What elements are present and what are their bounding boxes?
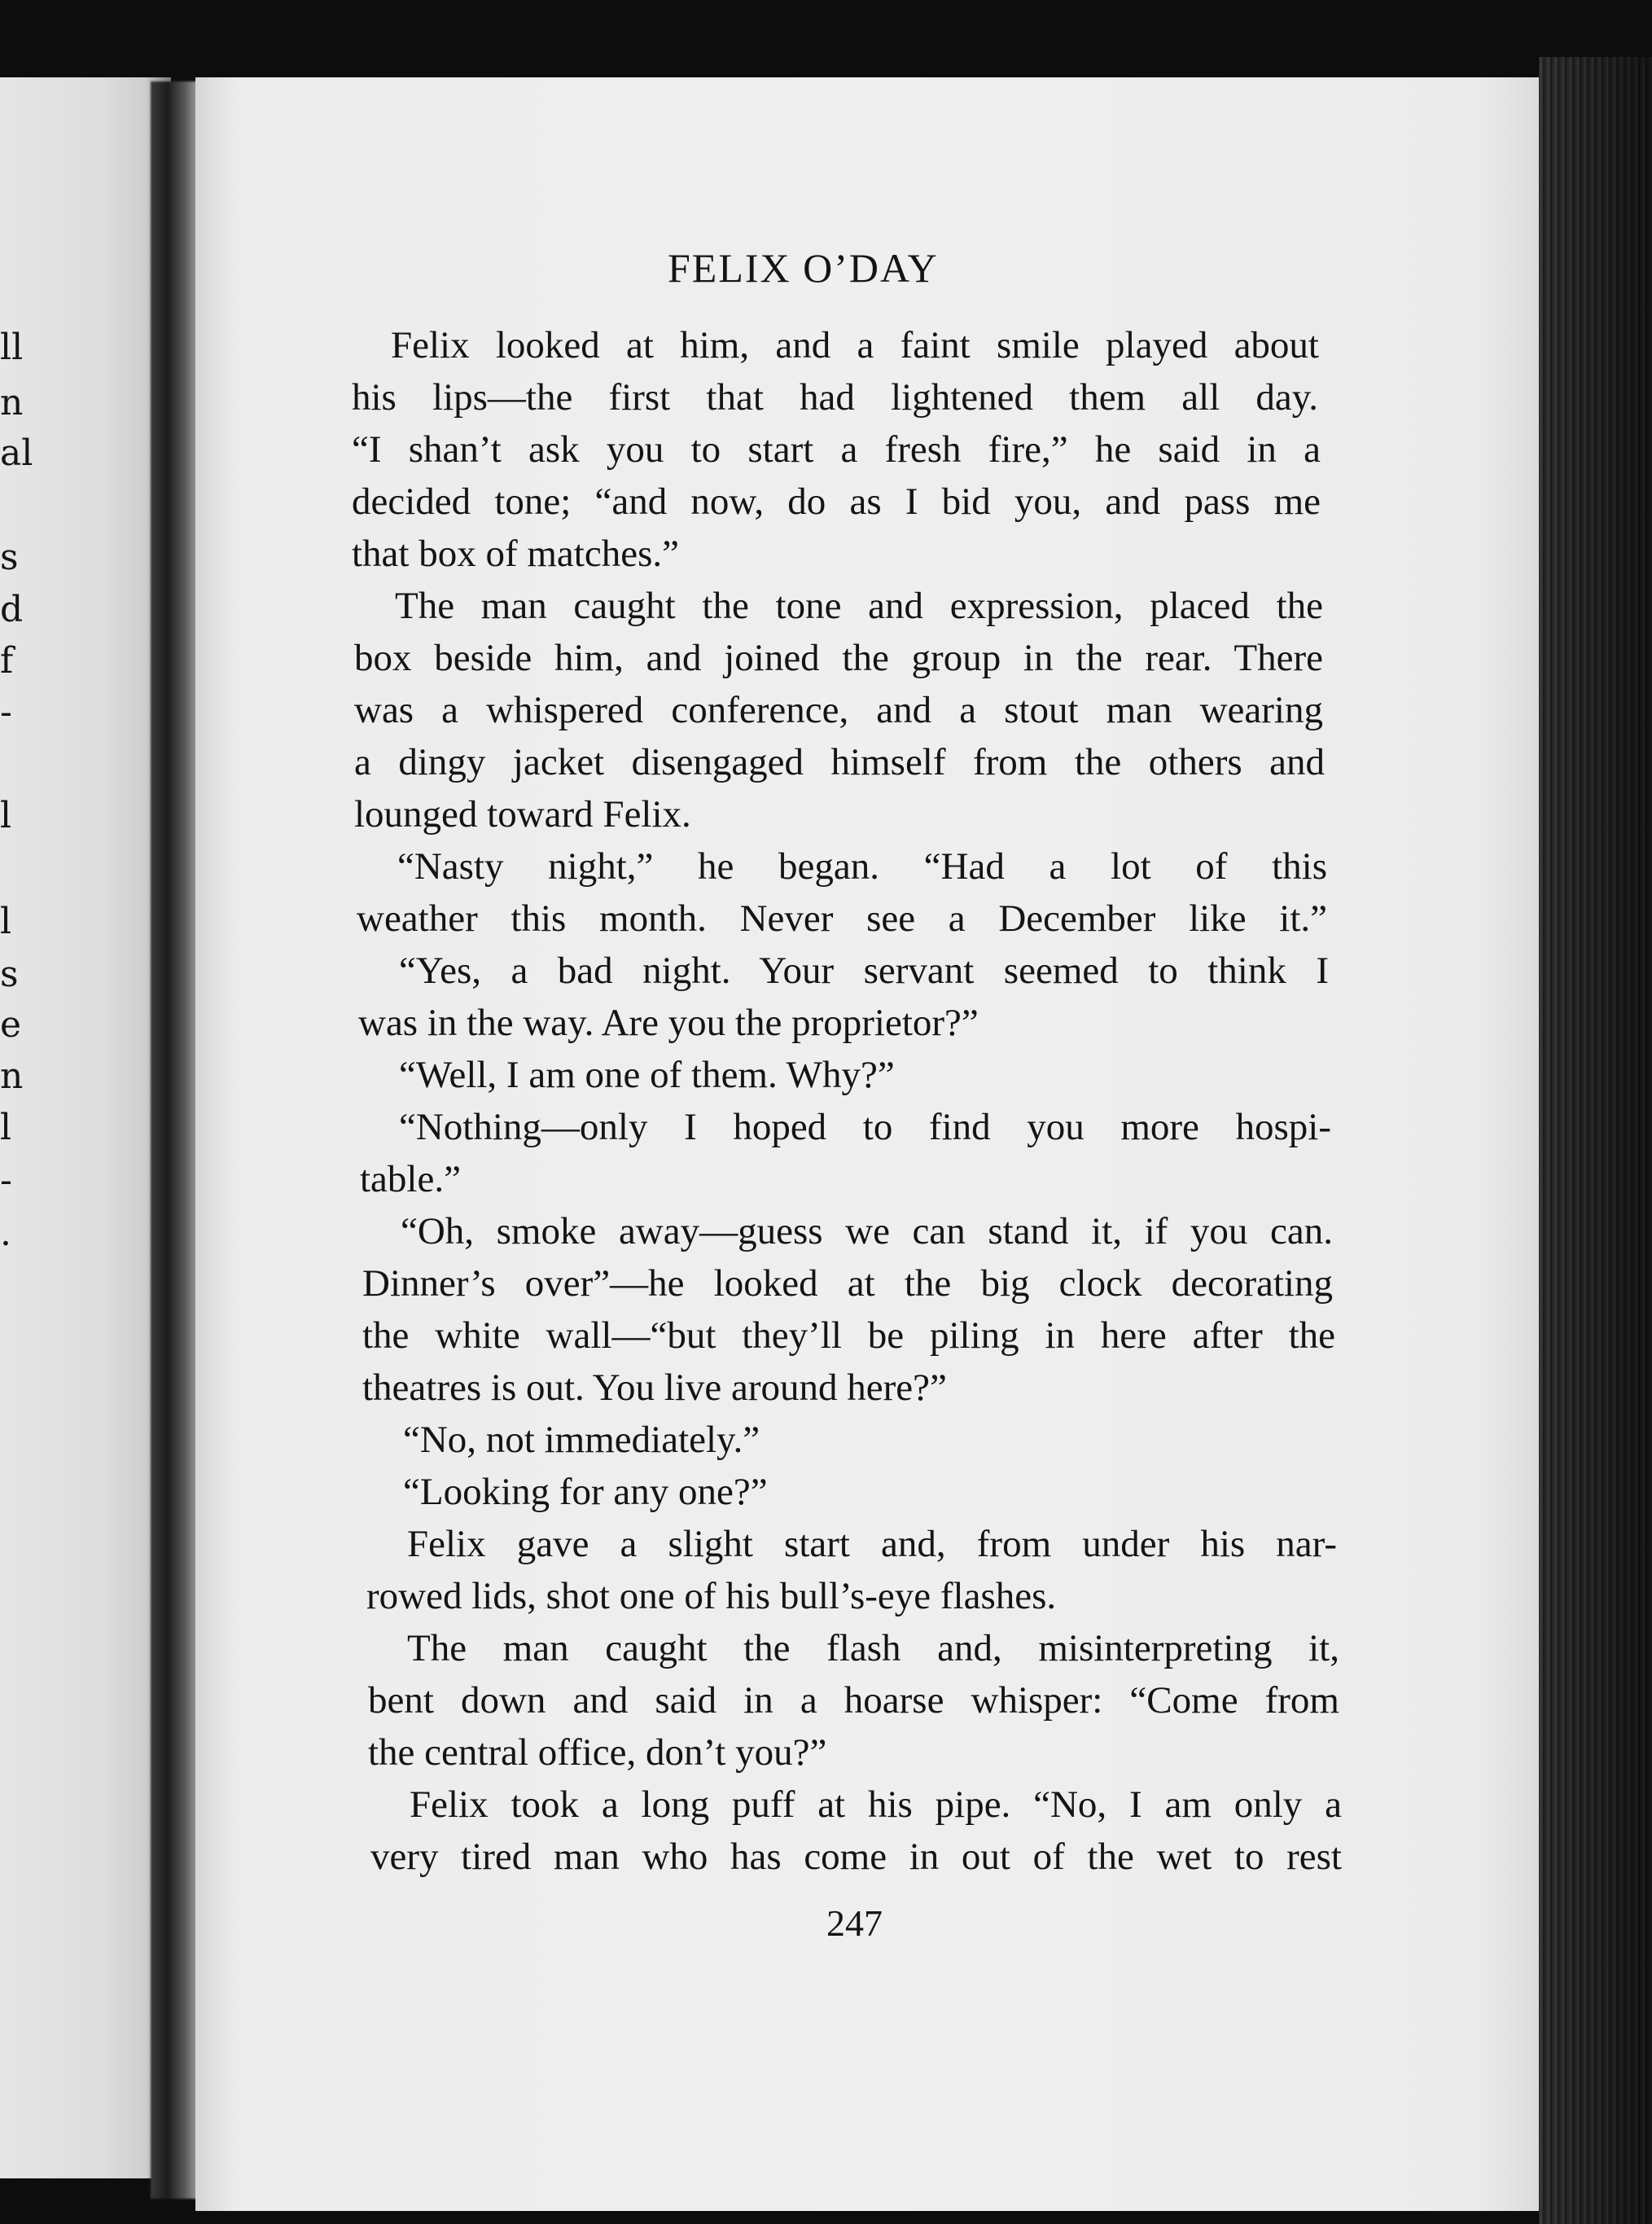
left-margin-letter: n — [0, 1055, 24, 1097]
text-line: “Looking for any one?” — [403, 1471, 768, 1513]
text-line: “No, not immediately.” — [403, 1419, 760, 1461]
text-line: Dinner’s over”—he looked at the big clock decorating — [362, 1262, 1333, 1305]
left-page-fragment — [0, 77, 171, 2178]
text-line: lounged toward Felix. — [354, 793, 691, 836]
text-line: “Yes, a bad night. Your servant seemed to think I — [399, 950, 1329, 992]
left-margin-letter: - — [0, 1160, 12, 1201]
text-line: The man caught the flash and, misinterpreting it, — [407, 1627, 1339, 1669]
text-line: Felix looked at him, and a faint smile played about — [391, 324, 1319, 366]
text-line: decided tone; “and now, do as I bid you, and pass me — [352, 480, 1321, 523]
left-margin-letter: f — [0, 640, 14, 682]
left-margin-letter: . — [0, 1213, 11, 1254]
text-line: the white wall—“but they’ll be piling in here after the — [362, 1314, 1335, 1357]
text-line: very tired man who has come in out of the wet to rest — [370, 1836, 1342, 1878]
text-line: Felix took a long puff at his pipe. “No, I am only a — [410, 1783, 1342, 1826]
text-line: Felix gave a slight start and, from under his nar- — [407, 1523, 1337, 1565]
left-margin-letter: l — [0, 1107, 12, 1148]
text-line: “Nasty night,” he began. “Had a lot of this — [397, 845, 1327, 888]
text-line: was in the way. Are you the proprietor?” — [358, 1002, 979, 1044]
left-margin-letter: ll — [0, 327, 24, 368]
left-margin-letter: s — [0, 537, 19, 578]
page-number: 247 — [826, 1902, 883, 1944]
text-line: The man caught the tone and expression, placed the — [395, 585, 1323, 627]
text-line: weather this month. Never see a December like it.” — [357, 897, 1327, 940]
text-line: his lips—the first that had lightened them all day. — [352, 376, 1318, 419]
text-line: table.” — [360, 1158, 461, 1200]
left-margin-letter: n — [0, 382, 24, 423]
text-line: “Oh, smoke away—guess we can stand it, if you can. — [401, 1210, 1333, 1252]
text-line: theatres is out. You live around here?” — [362, 1366, 947, 1409]
left-margin-letter: e — [0, 1004, 22, 1046]
text-line: was a whispered conference, and a stout man wearing — [354, 689, 1323, 731]
page-edges — [1539, 57, 1652, 2224]
text-line: bent down and said in a hoarse whisper: “Come from — [368, 1679, 1339, 1722]
text-line: the central office, don’t you?” — [368, 1731, 827, 1774]
left-margin-letter: - — [0, 691, 12, 733]
text-line: “Nothing—only I hoped to find you more hospi- — [399, 1106, 1331, 1148]
text-line: box beside him, and joined the group in the rear. There — [354, 637, 1323, 679]
text-line: a dingy jacket disengaged himself from the others and — [354, 741, 1325, 783]
text-line: “I shan’t ask you to start a fresh fire,” he said in a — [352, 428, 1321, 471]
left-margin-letter: l — [0, 795, 12, 836]
left-margin-letter: d — [0, 589, 24, 630]
text-line: rowed lids, shot one of his bull’s-eye flashes. — [366, 1575, 1057, 1617]
text-line: “Well, I am one of them. Why?” — [399, 1054, 895, 1096]
left-margin-letter: al — [0, 432, 33, 474]
text-line: that box of matches.” — [352, 533, 679, 575]
running-head: FELIX O’DAY — [668, 245, 939, 291]
left-margin-letter: l — [0, 901, 12, 942]
left-margin-letter: s — [0, 954, 19, 995]
